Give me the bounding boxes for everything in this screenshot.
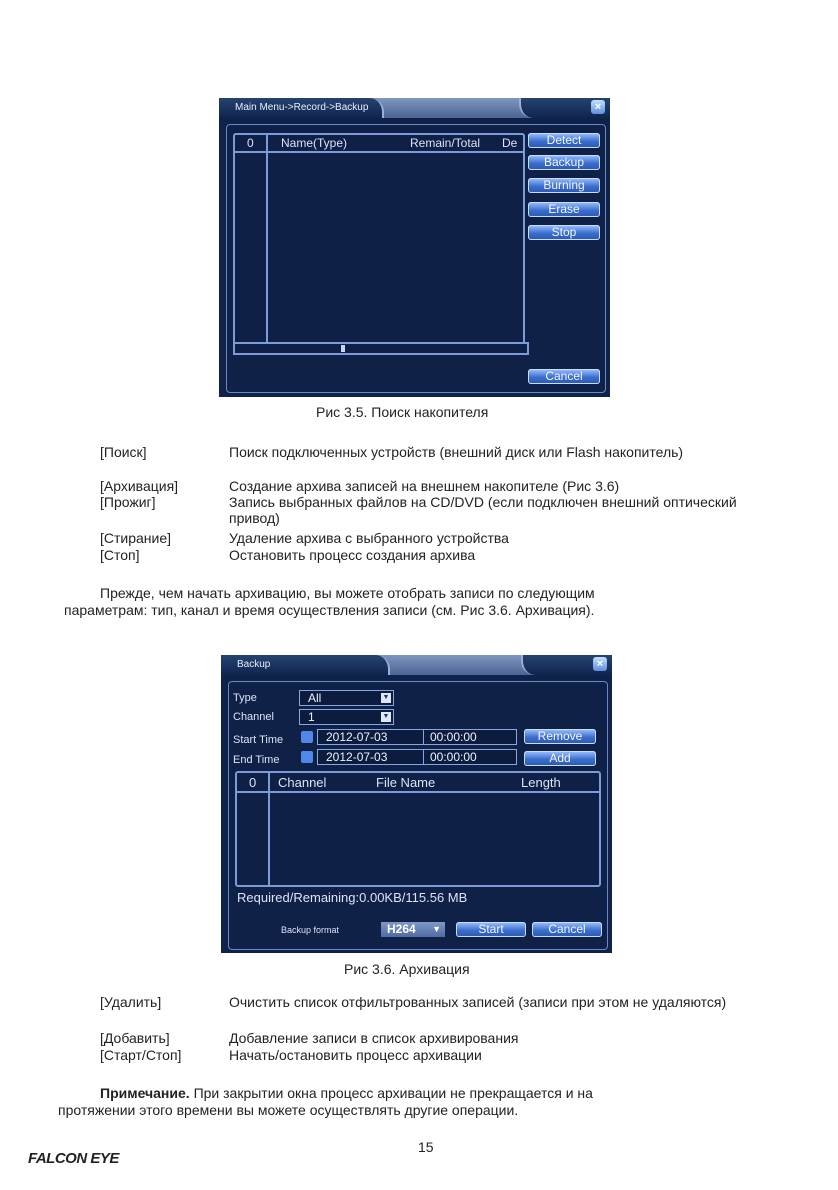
start-button[interactable]: Start — [456, 922, 526, 937]
paragraph-line-2: параметрам: тип, канал и время осуществления записи (см. Рис 3.6. Архивация). — [64, 602, 595, 618]
close-icon[interactable]: × — [591, 100, 605, 114]
backup-dialog — [221, 655, 612, 953]
start-time-label: Start Time — [233, 734, 284, 746]
backup-device-dialog — [219, 98, 610, 397]
channel-label: Channel — [233, 711, 274, 723]
dropdown-arrow-icon[interactable]: ▼ — [432, 924, 441, 934]
backup-format-label: Backup format — [281, 925, 340, 935]
term-add: [Добавить] — [100, 1030, 170, 1046]
column-length: Length — [521, 775, 561, 790]
start-date: 2012-07-03 — [326, 730, 388, 744]
remove-button[interactable]: Remove — [524, 729, 596, 744]
dialog-title: Main Menu->Record->Backup — [219, 98, 384, 118]
figure-caption-3-5: Рис 3.5. Поиск накопителя — [316, 404, 489, 420]
page-number: 15 — [418, 1139, 434, 1155]
type-select[interactable] — [299, 690, 394, 706]
erase-button[interactable]: Erase — [528, 202, 600, 217]
column-remain-total: Remain/Total — [410, 136, 481, 150]
stop-button[interactable]: Stop — [528, 225, 600, 240]
file-list[interactable] — [235, 771, 601, 887]
desc-search: Поиск подключенных устройств (внешний диск или Flash накопитель) — [229, 444, 684, 460]
dropdown-arrow-icon[interactable]: ▼ — [382, 694, 390, 701]
desc-remove: Очистить список отфильтрованных записей (записи при этом не удаляются) — [229, 994, 727, 1010]
term-start-stop: [Старт/Стоп] — [100, 1047, 182, 1063]
brand-logo: FALCON EYE — [28, 1150, 119, 1167]
backup-button[interactable]: Backup — [528, 155, 600, 170]
note-line-1 — [100, 1085, 593, 1102]
desc-erase: Удаление архива с выбранного устройства — [229, 530, 509, 546]
channel-select[interactable] — [299, 709, 394, 725]
end-datetime-field[interactable] — [317, 749, 517, 765]
term-remove: [Удалить] — [100, 994, 162, 1010]
close-icon[interactable]: × — [593, 657, 607, 671]
end-time: 00:00:00 — [423, 750, 477, 764]
note-label: Примечание. — [100, 1085, 190, 1101]
term-erase: [Стирание] — [100, 530, 172, 546]
column-index: 0 — [247, 136, 254, 150]
term-archive: [Архивация] — [100, 478, 179, 494]
calendar-icon[interactable] — [301, 731, 313, 743]
device-list[interactable] — [233, 133, 525, 352]
desc-burn: Запись выбранных файлов на CD/DVD (если подключен внешний оптический привод) — [229, 494, 737, 526]
column-name-type: Name(Type) — [281, 136, 348, 150]
desc-start-stop: Начать/остановить процесс архивации — [229, 1047, 482, 1063]
end-time-label: End Time — [233, 754, 280, 766]
add-button[interactable]: Add — [524, 751, 596, 766]
desc-add: Добавление записи в список архивирования — [229, 1030, 519, 1046]
cancel-button[interactable]: Cancel — [532, 922, 602, 937]
type-select-value: All — [308, 691, 322, 705]
start-time: 00:00:00 — [423, 730, 477, 744]
channel-select-value: 1 — [308, 710, 315, 724]
column-index: 0 — [249, 775, 257, 790]
type-label: Type — [233, 692, 257, 704]
paragraph-line-1: Прежде, чем начать архивацию, вы можете отобрать записи по следующим — [100, 585, 595, 601]
backup-format-select[interactable] — [381, 922, 445, 937]
column-device: De — [502, 136, 518, 150]
dropdown-arrow-icon[interactable]: ▼ — [382, 713, 390, 720]
term-stop: [Стоп] — [100, 547, 140, 563]
cancel-button[interactable]: Cancel — [528, 369, 600, 384]
required-remaining-text: Required/Remaining:0.00KB/115.56 MB — [237, 890, 468, 905]
column-channel: Channel — [278, 775, 327, 790]
desc-stop: Остановить процесс создания архива — [229, 547, 476, 563]
start-datetime-field[interactable] — [317, 729, 517, 745]
term-burn: [Прожиг] — [100, 494, 156, 510]
dialog-title: Backup — [221, 655, 390, 675]
term-search: [Поиск] — [100, 444, 147, 460]
note-text-1: При закрытии окна процесс архивации не прекращается и на — [193, 1085, 593, 1101]
note-line-2: протяжении этого времени вы можете осуществлять другие операции. — [58, 1102, 519, 1118]
figure-caption-3-6: Рис 3.6. Архивация — [344, 961, 470, 977]
detect-button[interactable]: Detect — [528, 133, 600, 148]
scrollbar-thumb[interactable] — [341, 345, 345, 352]
horizontal-scrollbar[interactable] — [233, 342, 529, 355]
column-file-name: File Name — [376, 775, 436, 790]
desc-archive: Создание архива записей на внешнем накопителе (Рис 3.6) — [229, 478, 620, 494]
calendar-icon[interactable] — [301, 751, 313, 763]
burning-button[interactable]: Burning — [528, 178, 600, 193]
backup-format-value: H264 — [387, 922, 416, 936]
end-date: 2012-07-03 — [326, 750, 388, 764]
